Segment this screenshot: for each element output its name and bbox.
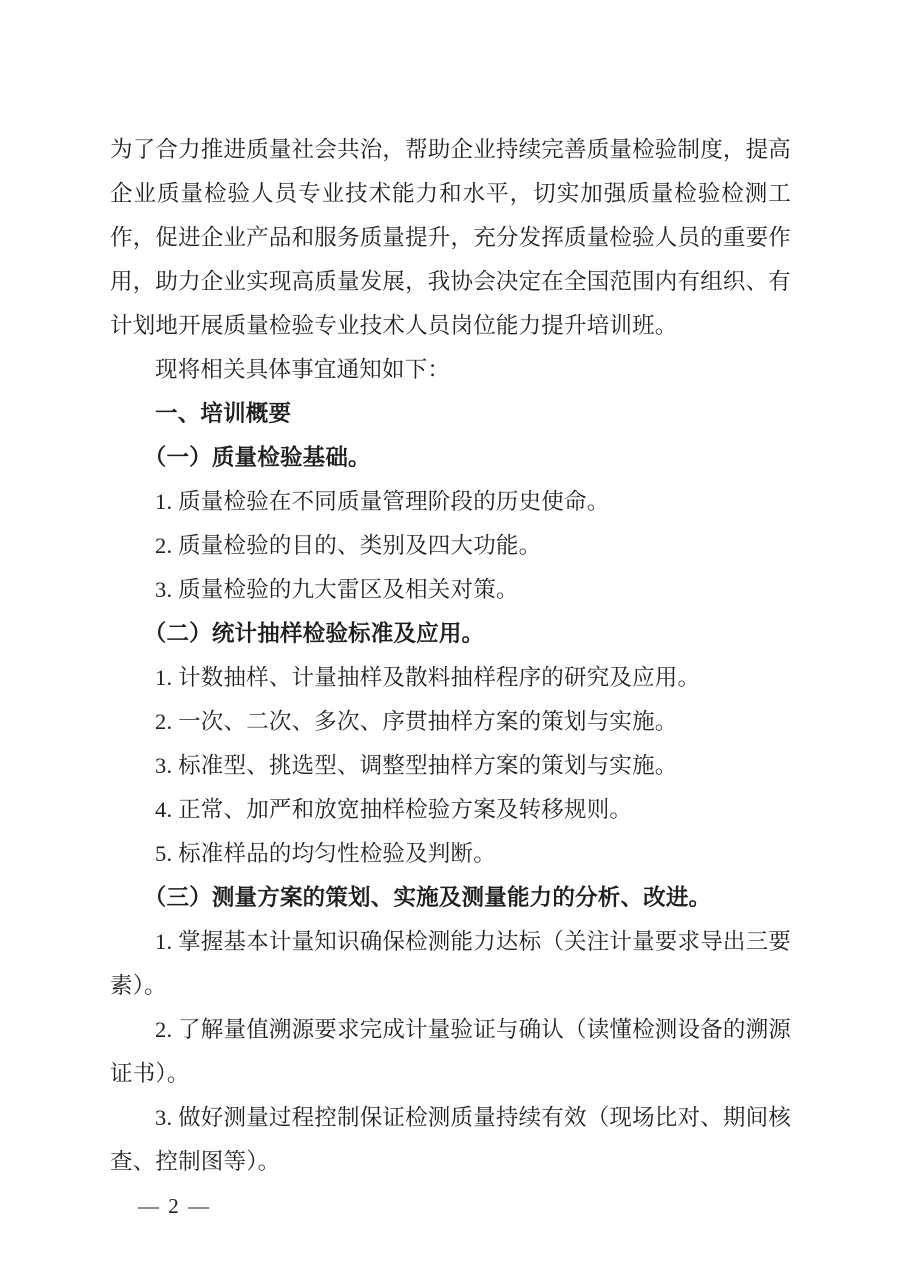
topic-item-2-5: 5. 标准样品的均匀性检验及判断。 — [155, 841, 496, 866]
topic-item-2-1: 1. 计数抽样、计量抽样及散料抽样程序的研究及应用。 — [155, 665, 701, 690]
section-1-heading: 一、培训概要 — [155, 401, 292, 426]
topic-item-3-2: 2. 了解量值溯源要求完成计量验证与确认（读懂检测设备的溯源证书）。 — [110, 1017, 792, 1086]
topic-item-2-3: 3. 标准型、挑选型、调整型抽样方案的策划与实施。 — [155, 753, 678, 778]
body-paragraph: 为了合力推进质量社会共治，帮助企业持续完善质量检验制度，提高企业质量检验人员专业技术能力和水平，切实加强质量检验检测工作，促进企业产品和服务质量提升，充分发挥质量检验人员的重要作用，助力企业实现高质量发展，我协会决定在全国范围内有组织、有计划地开展质量检验专业技术人员岗位能力提升培训班。 — [110, 137, 792, 338]
notice-intro-line: 现将相关具体事宜通知如下： — [155, 357, 451, 382]
topic-item-2-2: 2. 一次、二次、多次、序贯抽样方案的策划与实施。 — [155, 709, 678, 734]
topic-item-1-1: 1. 质量检验在不同质量管理阶段的历史使命。 — [155, 489, 610, 514]
subsection-1-2-heading: （二）统计抽样检验标准及应用。 — [143, 621, 485, 646]
topic-item-3-1: 1. 掌握基本计量知识确保检测能力达标（关注计量要求导出三要素）。 — [110, 929, 792, 998]
page-number: — 2 — — [138, 1194, 211, 1218]
topic-item-1-2: 2. 质量检验的目的、类别及四大功能。 — [155, 533, 542, 558]
topic-item-1-3: 3. 质量检验的九大雷区及相关对策。 — [155, 577, 519, 602]
topic-item-3-3: 3. 做好测量过程控制保证检测质量持续有效（现场比对、期间核查、控制图等）。 — [110, 1105, 792, 1174]
document-body — [110, 128, 791, 1228]
subsection-1-3-heading: （三）测量方案的策划、实施及测量能力的分析、改进。 — [143, 885, 712, 910]
topic-item-2-4: 4. 正常、加严和放宽抽样检验方案及转移规则。 — [155, 797, 633, 822]
subsection-1-1-heading: （一）质量检验基础。 — [143, 445, 371, 470]
